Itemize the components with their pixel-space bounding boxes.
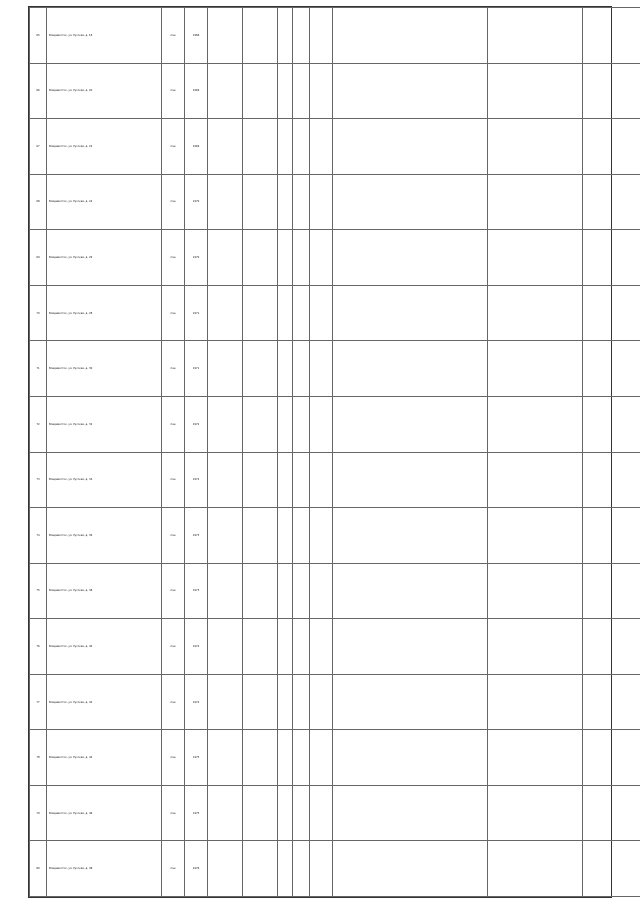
cell-addr: Владивосток, ул. Русская, д. 48 [47, 841, 162, 897]
cell-mat: пан [162, 730, 185, 786]
cell-desc [333, 841, 488, 897]
cell-cost [488, 452, 583, 508]
cell-mat: пан [162, 63, 185, 119]
cell-pct [310, 341, 333, 397]
table-row [30, 785, 640, 841]
cell-cost [488, 285, 583, 341]
cell-total [583, 563, 640, 619]
cell-year: 1972 [185, 396, 208, 452]
cell-mat: пан [162, 619, 185, 675]
cell-pct [310, 63, 333, 119]
cell-addr: Владивосток, ул. Русская, д. 34 [47, 452, 162, 508]
cell-mat: пан [162, 452, 185, 508]
cell-sub [243, 563, 278, 619]
cell-e [293, 396, 310, 452]
cell-sub [243, 674, 278, 730]
cell-f [278, 285, 293, 341]
cell-e [293, 119, 310, 175]
table-row [30, 230, 640, 286]
cell-f [278, 452, 293, 508]
cell-no: 76 [30, 619, 47, 675]
table-row [30, 8, 640, 64]
cell-pct [310, 563, 333, 619]
cell-year: 1969 [185, 119, 208, 175]
cell-year: 1974 [185, 619, 208, 675]
cell-addr: Владивосток, ул. Русская, д. 20 [47, 63, 162, 119]
cell-total [583, 619, 640, 675]
cell-total [583, 452, 640, 508]
cell-area [208, 508, 243, 564]
cell-no: 65 [30, 8, 47, 64]
cell-e [293, 785, 310, 841]
cell-mat: пан [162, 508, 185, 564]
table-row [30, 508, 640, 564]
table-row [30, 396, 640, 452]
cell-year: 1975 [185, 730, 208, 786]
cell-no: 77 [30, 674, 47, 730]
cell-area [208, 396, 243, 452]
cell-no: 71 [30, 341, 47, 397]
cell-area [208, 563, 243, 619]
cell-year: 1971 [185, 341, 208, 397]
cell-mat: пан [162, 230, 185, 286]
cell-area [208, 119, 243, 175]
cell-addr: Владивосток, ул. Русская, д. 30 [47, 341, 162, 397]
cell-area [208, 174, 243, 230]
cell-no: 79 [30, 785, 47, 841]
cell-addr: Владивосток, ул. Русская, д. 42 [47, 674, 162, 730]
cell-total [583, 119, 640, 175]
cell-year: 1975 [185, 785, 208, 841]
cell-f [278, 174, 293, 230]
cell-no: 78 [30, 730, 47, 786]
cell-f [278, 8, 293, 64]
cell-year: 1976 [185, 841, 208, 897]
cell-sub [243, 8, 278, 64]
cell-cost [488, 841, 583, 897]
cell-area [208, 63, 243, 119]
cell-total [583, 8, 640, 64]
cell-total [583, 285, 640, 341]
cell-no: 80 [30, 841, 47, 897]
cell-e [293, 730, 310, 786]
cell-e [293, 63, 310, 119]
cell-pct [310, 285, 333, 341]
cell-pct [310, 730, 333, 786]
table-row [30, 174, 640, 230]
cell-area [208, 785, 243, 841]
cell-f [278, 341, 293, 397]
cell-e [293, 674, 310, 730]
cell-pct [310, 396, 333, 452]
cell-f [278, 119, 293, 175]
cell-f [278, 730, 293, 786]
cell-mat: пан [162, 119, 185, 175]
cell-addr: Владивосток, ул. Русская, д. 18 [47, 8, 162, 64]
cell-mat: пан [162, 341, 185, 397]
cell-addr: Владивосток, ул. Русская, д. 38 [47, 563, 162, 619]
cell-desc [333, 508, 488, 564]
cell-year: 1974 [185, 674, 208, 730]
cell-desc [333, 396, 488, 452]
cell-area [208, 452, 243, 508]
cell-sub [243, 230, 278, 286]
cell-addr: Владивосток, ул. Русская, д. 40 [47, 619, 162, 675]
cell-f [278, 230, 293, 286]
cell-total [583, 841, 640, 897]
cell-addr: Владивосток, ул. Русская, д. 22 [47, 119, 162, 175]
table-row [30, 563, 640, 619]
cell-desc [333, 8, 488, 64]
cell-addr: Владивосток, ул. Русская, д. 28 [47, 285, 162, 341]
cell-mat: пан [162, 674, 185, 730]
cell-desc [333, 674, 488, 730]
cell-f [278, 619, 293, 675]
cell-f [278, 563, 293, 619]
cell-total [583, 785, 640, 841]
cell-year: 1973 [185, 563, 208, 619]
cell-sub [243, 174, 278, 230]
cell-addr: Владивосток, ул. Русская, д. 26 [47, 230, 162, 286]
cell-pct [310, 508, 333, 564]
cell-cost [488, 63, 583, 119]
cell-sub [243, 841, 278, 897]
cell-area [208, 619, 243, 675]
cell-no: 74 [30, 508, 47, 564]
cell-f [278, 396, 293, 452]
cell-e [293, 563, 310, 619]
table-row [30, 341, 640, 397]
cell-total [583, 730, 640, 786]
cell-area [208, 841, 243, 897]
cell-area [208, 730, 243, 786]
cell-mat: пан [162, 174, 185, 230]
cell-desc [333, 174, 488, 230]
cell-addr: Владивосток, ул. Русская, д. 24 [47, 174, 162, 230]
cell-total [583, 174, 640, 230]
cell-pct [310, 8, 333, 64]
cell-year: 1970 [185, 230, 208, 286]
cell-area [208, 285, 243, 341]
cell-no: 69 [30, 230, 47, 286]
cell-year: 1973 [185, 508, 208, 564]
cell-no: 75 [30, 563, 47, 619]
cell-addr: Владивосток, ул. Русская, д. 32 [47, 396, 162, 452]
cell-e [293, 452, 310, 508]
cell-pct [310, 841, 333, 897]
cell-desc [333, 785, 488, 841]
cell-e [293, 619, 310, 675]
cell-cost [488, 674, 583, 730]
cell-cost [488, 563, 583, 619]
table-row [30, 285, 640, 341]
cell-sub [243, 785, 278, 841]
cell-no: 66 [30, 63, 47, 119]
cell-pct [310, 452, 333, 508]
cell-f [278, 674, 293, 730]
cell-total [583, 508, 640, 564]
cell-pct [310, 119, 333, 175]
cell-e [293, 230, 310, 286]
cell-f [278, 63, 293, 119]
cell-total [583, 230, 640, 286]
cell-sub [243, 730, 278, 786]
cell-area [208, 341, 243, 397]
cell-area [208, 230, 243, 286]
cell-year: 1970 [185, 174, 208, 230]
cell-sub [243, 508, 278, 564]
cell-no: 72 [30, 396, 47, 452]
cell-cost [488, 341, 583, 397]
cell-sub [243, 396, 278, 452]
cell-desc [333, 619, 488, 675]
cell-sub [243, 119, 278, 175]
table-row [30, 452, 640, 508]
cell-no: 73 [30, 452, 47, 508]
cell-cost [488, 785, 583, 841]
cell-e [293, 341, 310, 397]
cell-total [583, 674, 640, 730]
cell-area [208, 674, 243, 730]
table-row [30, 730, 640, 786]
housing-table [29, 7, 640, 897]
cell-cost [488, 730, 583, 786]
cell-f [278, 785, 293, 841]
cell-e [293, 841, 310, 897]
cell-cost [488, 230, 583, 286]
cell-mat: пан [162, 285, 185, 341]
table-row [30, 841, 640, 897]
cell-desc [333, 452, 488, 508]
table-row [30, 674, 640, 730]
cell-desc [333, 63, 488, 119]
cell-desc [333, 563, 488, 619]
cell-mat: пан [162, 785, 185, 841]
cell-desc [333, 230, 488, 286]
cell-pct [310, 174, 333, 230]
cell-year: 1972 [185, 452, 208, 508]
cell-year: 1969 [185, 63, 208, 119]
cell-no: 68 [30, 174, 47, 230]
cell-cost [488, 396, 583, 452]
cell-f [278, 508, 293, 564]
table-row [30, 63, 640, 119]
cell-year: 1971 [185, 285, 208, 341]
cell-cost [488, 508, 583, 564]
cell-addr: Владивосток, ул. Русская, д. 46 [47, 785, 162, 841]
cell-e [293, 8, 310, 64]
cell-addr: Владивосток, ул. Русская, д. 36 [47, 508, 162, 564]
cell-desc [333, 119, 488, 175]
cell-total [583, 396, 640, 452]
cell-sub [243, 341, 278, 397]
cell-sub [243, 619, 278, 675]
cell-total [583, 341, 640, 397]
document-page [28, 6, 612, 898]
cell-desc [333, 285, 488, 341]
table-row [30, 119, 640, 175]
cell-sub [243, 63, 278, 119]
cell-cost [488, 119, 583, 175]
cell-cost [488, 8, 583, 64]
cell-sub [243, 285, 278, 341]
cell-e [293, 285, 310, 341]
cell-cost [488, 619, 583, 675]
cell-mat: пан [162, 396, 185, 452]
cell-e [293, 508, 310, 564]
cell-year: 1968 [185, 8, 208, 64]
cell-cost [488, 174, 583, 230]
cell-mat: пан [162, 841, 185, 897]
cell-mat: пан [162, 8, 185, 64]
cell-pct [310, 785, 333, 841]
cell-no: 70 [30, 285, 47, 341]
table-row [30, 619, 640, 675]
cell-pct [310, 230, 333, 286]
cell-pct [310, 619, 333, 675]
cell-e [293, 174, 310, 230]
cell-f [278, 841, 293, 897]
cell-mat: пан [162, 563, 185, 619]
cell-area [208, 8, 243, 64]
cell-pct [310, 674, 333, 730]
cell-desc [333, 341, 488, 397]
cell-sub [243, 452, 278, 508]
cell-total [583, 63, 640, 119]
cell-no: 67 [30, 119, 47, 175]
cell-desc [333, 730, 488, 786]
cell-addr: Владивосток, ул. Русская, д. 44 [47, 730, 162, 786]
